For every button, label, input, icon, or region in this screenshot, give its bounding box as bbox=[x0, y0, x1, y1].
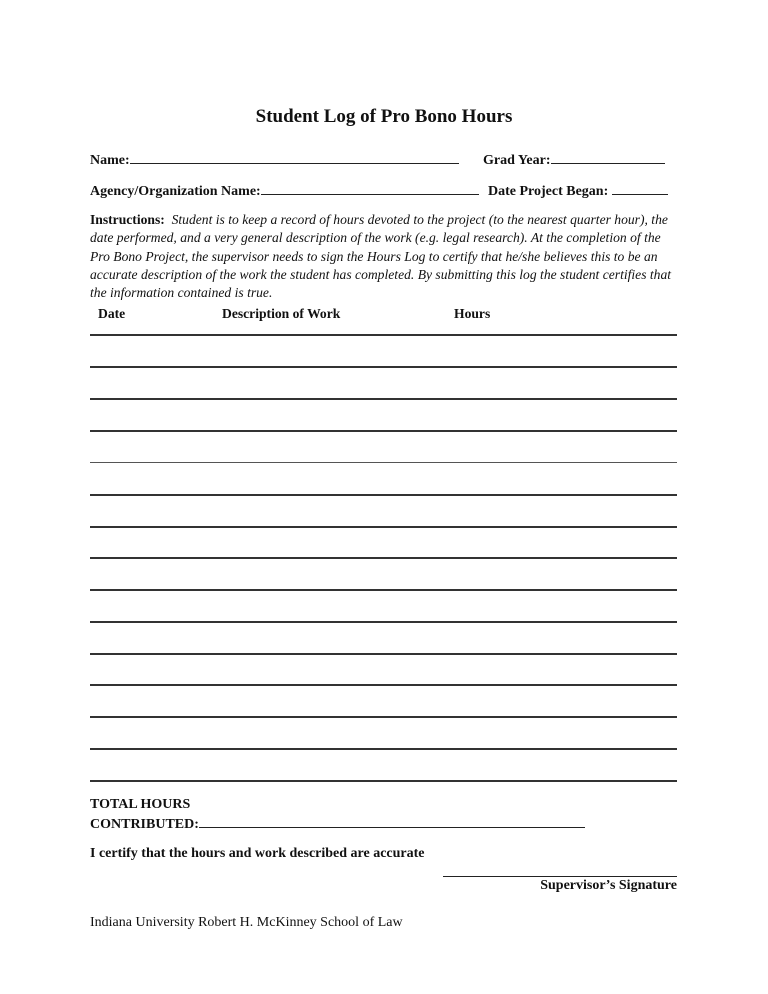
total-hours-input-line[interactable] bbox=[199, 813, 585, 828]
instructions-text: Student is to keep a record of hours devoted to the project (to the nearest quarter hour), the date performed, and a very general description of the work (e.g. legal research). At the completion of the Pro Bono Project, the supervisor needs to sign the Hours Log to certify that he/she believes this to be an accurate description of the work the student has completed. By submitting this log the student certifies that the information contained is true. bbox=[90, 212, 672, 301]
page-title: Student Log of Pro Bono Hours bbox=[255, 106, 513, 127]
instructions-label: Instructions: bbox=[90, 212, 165, 227]
footer-institution: Indiana University Robert H. McKinney School of Law bbox=[90, 915, 403, 930]
grad-year-field bbox=[483, 149, 665, 169]
signature-line[interactable] bbox=[443, 876, 677, 877]
signature-label: Supervisor’s Signature bbox=[540, 878, 677, 893]
log-row-line[interactable] bbox=[90, 621, 677, 623]
log-row-line[interactable] bbox=[90, 526, 677, 528]
name-input-line[interactable] bbox=[130, 149, 459, 164]
log-row-line[interactable] bbox=[90, 716, 677, 718]
agency-input-line[interactable] bbox=[261, 180, 479, 195]
total-hours-label-line1: TOTAL HOURS bbox=[90, 797, 191, 812]
log-row-line[interactable] bbox=[90, 748, 677, 750]
grad-year-input-line[interactable] bbox=[551, 149, 665, 164]
column-header-description: Description of Work bbox=[222, 306, 341, 321]
log-row-line[interactable] bbox=[90, 430, 677, 432]
column-header-hours: Hours bbox=[454, 306, 491, 321]
total-hours-field bbox=[90, 796, 585, 833]
column-header-date: Date bbox=[98, 306, 126, 321]
log-row-line[interactable] bbox=[90, 398, 677, 400]
log-row-line[interactable] bbox=[90, 494, 677, 496]
log-row-line[interactable] bbox=[90, 557, 677, 559]
name-label: Name: bbox=[90, 153, 130, 168]
date-began-input-line[interactable] bbox=[612, 180, 668, 195]
log-row-line[interactable] bbox=[90, 684, 677, 686]
date-began-label: Date Project Began: bbox=[488, 184, 609, 199]
agency-label: Agency/Organization Name: bbox=[90, 184, 261, 199]
log-row-line[interactable] bbox=[90, 366, 677, 368]
agency-field bbox=[90, 180, 479, 200]
log-row-line[interactable] bbox=[90, 653, 677, 655]
certification-statement: I certify that the hours and work described are accurate bbox=[90, 846, 425, 861]
total-hours-label-line2: CONTRIBUTED: bbox=[90, 817, 199, 832]
log-row-line[interactable] bbox=[90, 780, 677, 782]
log-row-line[interactable] bbox=[90, 334, 677, 336]
log-row-line[interactable] bbox=[90, 589, 677, 591]
grad-year-label: Grad Year: bbox=[483, 153, 551, 168]
log-row-line[interactable] bbox=[90, 462, 677, 463]
date-began-field bbox=[488, 180, 668, 200]
name-field bbox=[90, 149, 459, 169]
instructions bbox=[90, 211, 680, 302]
